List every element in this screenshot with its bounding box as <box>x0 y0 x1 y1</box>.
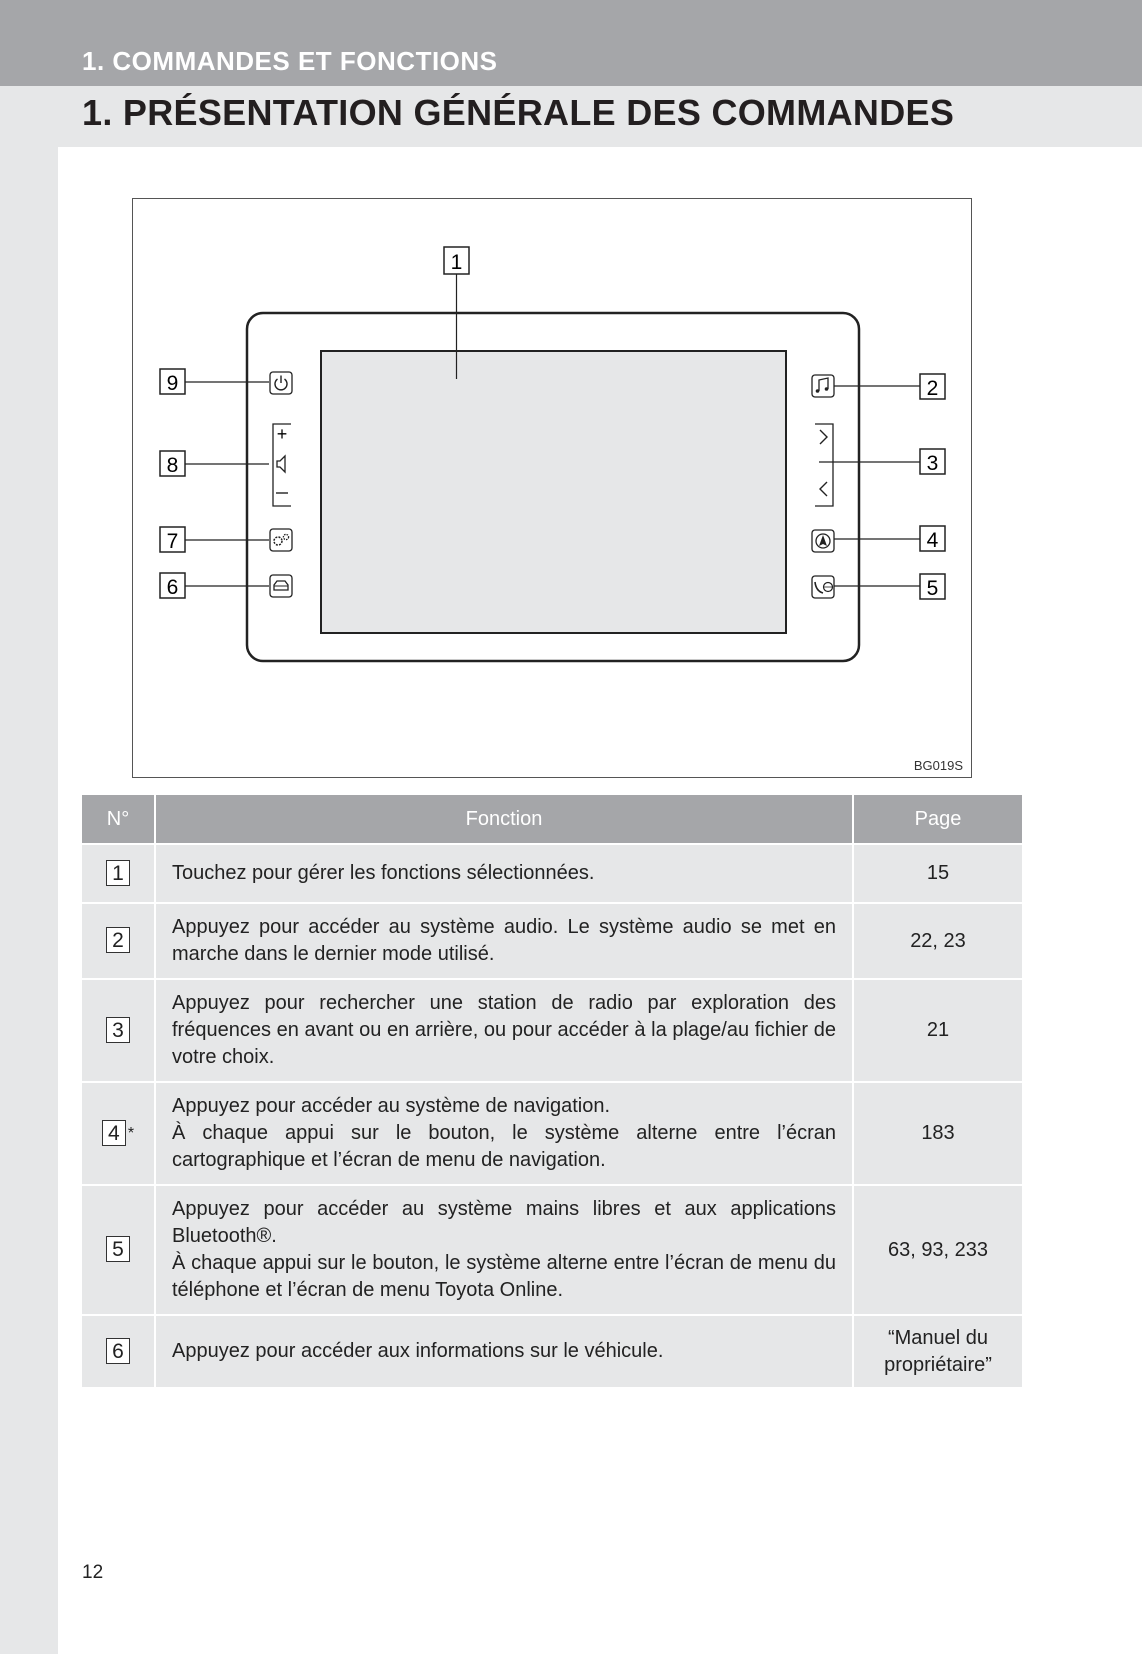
table-row <box>82 1082 1022 1185</box>
row-page-cell: “Manuel du propriétaire” <box>853 1315 1022 1387</box>
table-row <box>82 844 1022 903</box>
function-text: Touchez pour gérer les fonctions sélectionnées. <box>172 862 595 884</box>
function-table <box>82 795 1022 1387</box>
phone-button[interactable] <box>812 576 834 598</box>
row-number-box: 1 <box>106 860 130 886</box>
row-number-box: 3 <box>106 1017 130 1043</box>
row-function-cell <box>155 979 853 1082</box>
row-page-cell: 63, 93, 233 <box>853 1185 1022 1315</box>
row-number-cell <box>82 979 155 1082</box>
row-number-box: 2 <box>106 927 130 953</box>
callout-5-label: 5 <box>926 577 939 600</box>
callout-3-label: 3 <box>926 452 939 475</box>
volume-up-icon: + <box>276 424 288 444</box>
row-function-cell <box>155 1082 853 1185</box>
power-button[interactable] <box>270 372 292 394</box>
audio-button[interactable] <box>812 375 834 397</box>
row-number-cell <box>82 1082 155 1185</box>
row-page-cell: 22, 23 <box>853 903 1022 979</box>
row-number-box: 4 <box>102 1120 126 1146</box>
page-number: 12 <box>82 1562 104 1583</box>
table-body <box>82 844 1022 1387</box>
callout-4-label: 4 <box>926 529 939 552</box>
row-function-cell <box>155 1185 853 1315</box>
table-row <box>82 979 1022 1082</box>
callout-7-label: 7 <box>166 530 179 553</box>
function-text: Appuyez pour accéder au système mains libres et aux applications Bluetooth®. <box>172 1198 836 1247</box>
control-panel-figure <box>132 198 972 778</box>
row-page-cell: 15 <box>853 844 1022 903</box>
left-margin-strip <box>0 147 58 1654</box>
function-text: Appuyez pour accéder au système de navigation. <box>172 1095 611 1117</box>
section-label: 1. COMMANDES ET FONCTIONS <box>82 46 498 76</box>
function-text: Appuyez pour rechercher une station de radio par exploration des fréquences en avant ou en arrière, ou pour accéder à la plage/au fichier de votre choix. <box>172 992 836 1068</box>
row-number-cell <box>82 1315 155 1387</box>
row-number-cell <box>82 844 155 903</box>
table-row <box>82 903 1022 979</box>
callout-1-label: 1 <box>450 251 463 274</box>
figure-code: BG019S <box>913 758 963 773</box>
row-page-cell: 183 <box>853 1082 1022 1185</box>
callout-8-label: 8 <box>166 454 179 477</box>
row-function-cell <box>155 1315 853 1387</box>
table-row <box>82 1315 1022 1387</box>
callout-9-label: 9 <box>166 372 179 395</box>
header-page: Page <box>853 795 1022 844</box>
footnote-star: * <box>127 1124 135 1142</box>
callout-6-label: 6 <box>166 576 179 599</box>
function-text: À chaque appui sur le bouton, le système alterne entre l’écran cartographique et l’écran de menu de navigation. <box>172 1122 836 1171</box>
function-text: À chaque appui sur le bouton, le système alterne entre l’écran de menu du téléphone et l’écran de menu Toyota Online. <box>172 1252 836 1301</box>
head-unit-diagram <box>133 199 973 779</box>
row-function-cell <box>155 844 853 903</box>
page-title: 1. PRÉSENTATION GÉNÉRALE DES COMMANDES <box>82 92 955 133</box>
function-text: Appuyez pour accéder au système audio. Le système audio se met en marche dans le dernier mode utilisé. <box>172 916 836 965</box>
table-row <box>82 1185 1022 1315</box>
header-number: N° <box>82 795 155 844</box>
header-function: Fonction <box>155 795 853 844</box>
car-button[interactable] <box>270 575 292 597</box>
touch-screen <box>321 351 786 633</box>
row-number-cell <box>82 1185 155 1315</box>
function-text: Appuyez pour accéder aux informations sur le véhicule. <box>172 1340 664 1362</box>
row-number-cell <box>82 903 155 979</box>
callout-2-label: 2 <box>926 377 939 400</box>
row-function-cell <box>155 903 853 979</box>
table-header-row <box>82 795 1022 844</box>
row-number-box: 5 <box>106 1236 130 1262</box>
setup-button[interactable] <box>270 529 292 551</box>
row-number-box: 6 <box>106 1338 130 1364</box>
row-page-cell: 21 <box>853 979 1022 1082</box>
navigation-button[interactable] <box>812 530 834 552</box>
